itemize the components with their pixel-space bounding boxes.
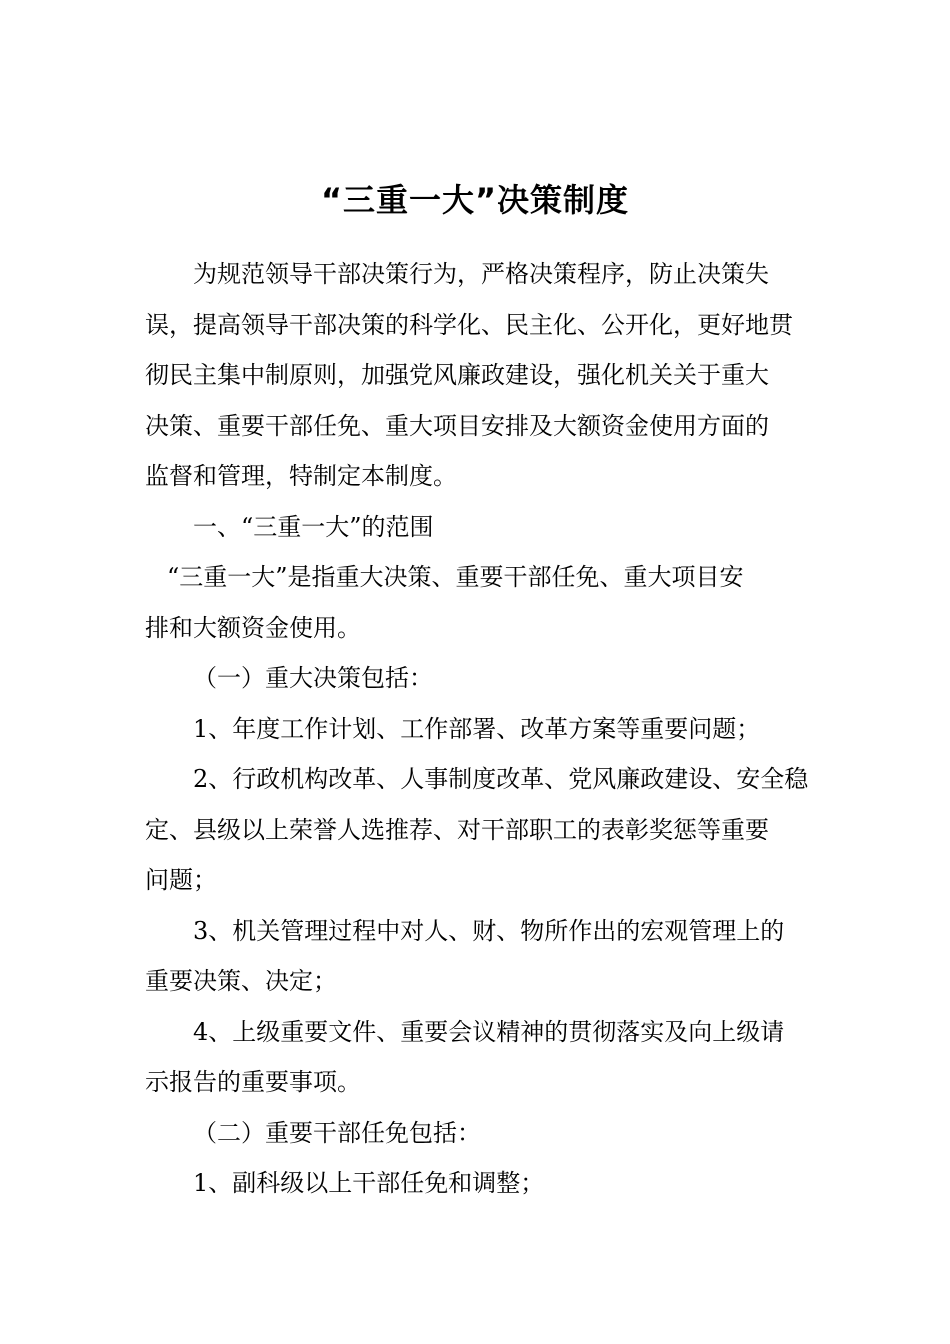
item-line: 重要决策、决定； [145, 967, 337, 995]
document-body [145, 249, 815, 1209]
sub2-heading: （二）重要干部任免包括： [193, 1118, 481, 1147]
subsection-heading [145, 653, 815, 704]
document-title: “三重一大”决策制度 [320, 181, 630, 219]
item-line: 定、县级以上荣誉人选推荐、对干部职工的表彰奖惩等重要 [145, 815, 769, 844]
intro-line: 误，提高领导干部决策的科学化、民主化、公开化，更好地贯 [145, 310, 793, 339]
definition-line: 排和大额资金使用。 [145, 613, 361, 642]
item-line: 4、上级重要文件、重要会议精神的贯彻落实及向上级请 [193, 1017, 785, 1046]
intro-line: 为规范领导干部决策行为，严格决策程序，防止决策失 [193, 260, 769, 288]
list-item [145, 754, 815, 906]
list-item [145, 1158, 815, 1209]
item-line: 1、年度工作计划、工作部署、改革方案等重要问题； [193, 714, 761, 743]
section-heading [145, 502, 815, 553]
intro-paragraph [145, 249, 815, 502]
item-line: 2、行政机构改革、人事制度改革、党风廉政建设、安全稳 [193, 765, 809, 793]
item-line: 1、副科级以上干部任免和调整； [193, 1169, 545, 1197]
list-item [145, 906, 815, 1007]
sub1-heading: （一）重大决策包括： [193, 664, 433, 692]
item-line: 问题； [145, 866, 217, 894]
intro-line: 彻民主集中制原则，加强党风廉政建设，强化机关关于重大 [145, 361, 769, 389]
intro-line: 监督和管理，特制定本制度。 [145, 462, 457, 490]
section-definition [145, 552, 815, 653]
definition-line: “三重一大”是指重大决策、重要干部任免、重大项目安 [167, 563, 744, 591]
list-item [145, 704, 815, 755]
section1-heading: 一、“三重一大”的范围 [193, 512, 434, 541]
subsection-heading [145, 1108, 815, 1159]
list-item [145, 1007, 815, 1108]
item-line: 示报告的重要事项。 [145, 1068, 361, 1096]
item-line: 3、机关管理过程中对人、财、物所作出的宏观管理上的 [193, 916, 785, 945]
intro-line: 决策、重要干部任免、重大项目安排及大额资金使用方面的 [145, 411, 769, 440]
